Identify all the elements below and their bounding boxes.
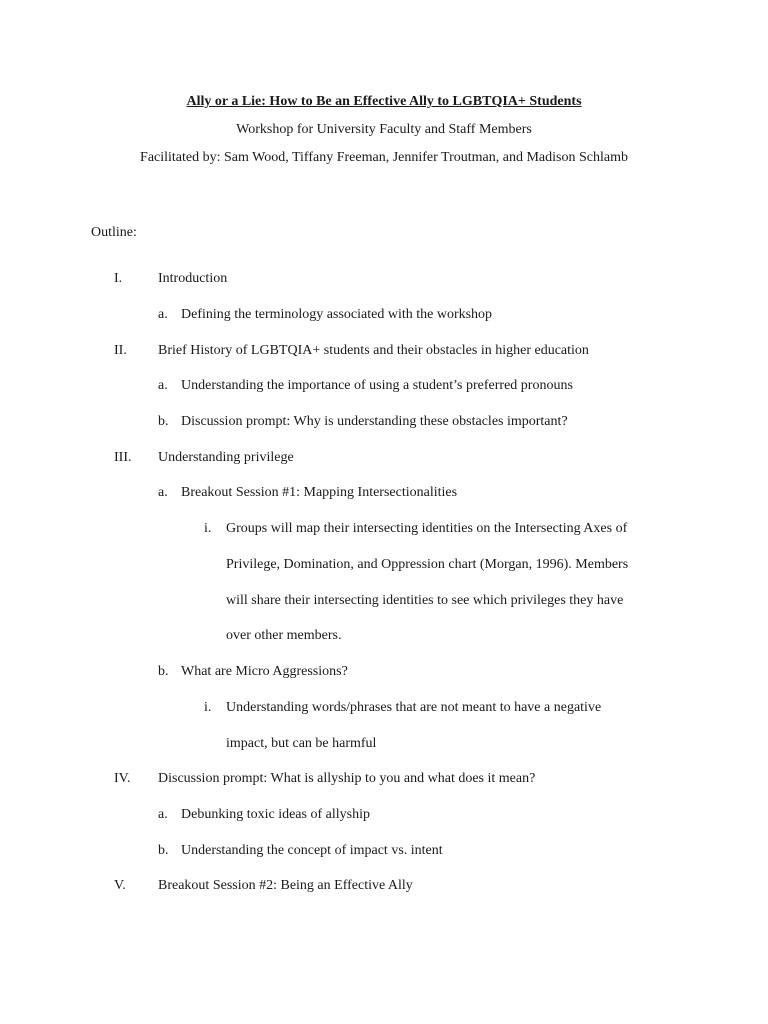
facilitators-line: Facilitated by: Sam Wood, Tiffany Freeman, Jennifer Troutman, and Madison Schlamb xyxy=(140,150,628,165)
item-letter: b. xyxy=(158,414,169,429)
subitem-numeral: i. xyxy=(204,521,212,536)
section-number: IV. xyxy=(114,771,131,786)
document-title: Ally or a Lie: How to Be an Effective Ally to LGBTQIA+ Students xyxy=(186,94,582,109)
section-heading: Discussion prompt: What is allyship to you and what does it mean? xyxy=(158,771,536,786)
outline-label: Outline: xyxy=(91,225,137,240)
subitem-line: impact, but can be harmful xyxy=(226,736,377,751)
subitem-line: Groups will map their intersecting identities on the Intersecting Axes of xyxy=(226,521,628,536)
subitem-line: over other members. xyxy=(226,628,342,643)
section-heading: Introduction xyxy=(158,271,228,286)
section-number: I. xyxy=(114,271,123,286)
subitem-line: will share their intersecting identities to see which privileges they have xyxy=(226,593,624,608)
item-letter: a. xyxy=(158,807,168,822)
subitem-line: Privilege, Domination, and Oppression chart (Morgan, 1996). Members xyxy=(226,557,629,572)
subitem-line: Understanding words/phrases that are not meant to have a negative xyxy=(226,700,602,715)
item-text: Debunking toxic ideas of allyship xyxy=(181,807,370,822)
section-number: V. xyxy=(114,878,126,893)
item-text: Breakout Session #1: Mapping Intersectionalities xyxy=(181,485,458,500)
item-text: Understanding the importance of using a student’s preferred pronouns xyxy=(181,378,573,393)
section-number: II. xyxy=(114,343,127,358)
item-text: Defining the terminology associated with the workshop xyxy=(181,307,493,322)
item-text: Discussion prompt: Why is understanding these obstacles important? xyxy=(181,414,568,429)
section-heading: Breakout Session #2: Being an Effective Ally xyxy=(158,878,413,893)
item-letter: b. xyxy=(158,664,169,679)
item-letter: a. xyxy=(158,485,168,500)
subitem-numeral: i. xyxy=(204,700,212,715)
item-text: Understanding the concept of impact vs. intent xyxy=(181,843,443,858)
section-heading: Understanding privilege xyxy=(158,450,294,465)
document-subtitle: Workshop for University Faculty and Staff Members xyxy=(236,122,532,137)
section-number: III. xyxy=(114,450,132,465)
item-letter: a. xyxy=(158,307,168,322)
item-letter: a. xyxy=(158,378,168,393)
item-text: What are Micro Aggressions? xyxy=(181,664,348,679)
item-letter: b. xyxy=(158,843,169,858)
section-heading: Brief History of LGBTQIA+ students and their obstacles in higher education xyxy=(158,343,589,358)
